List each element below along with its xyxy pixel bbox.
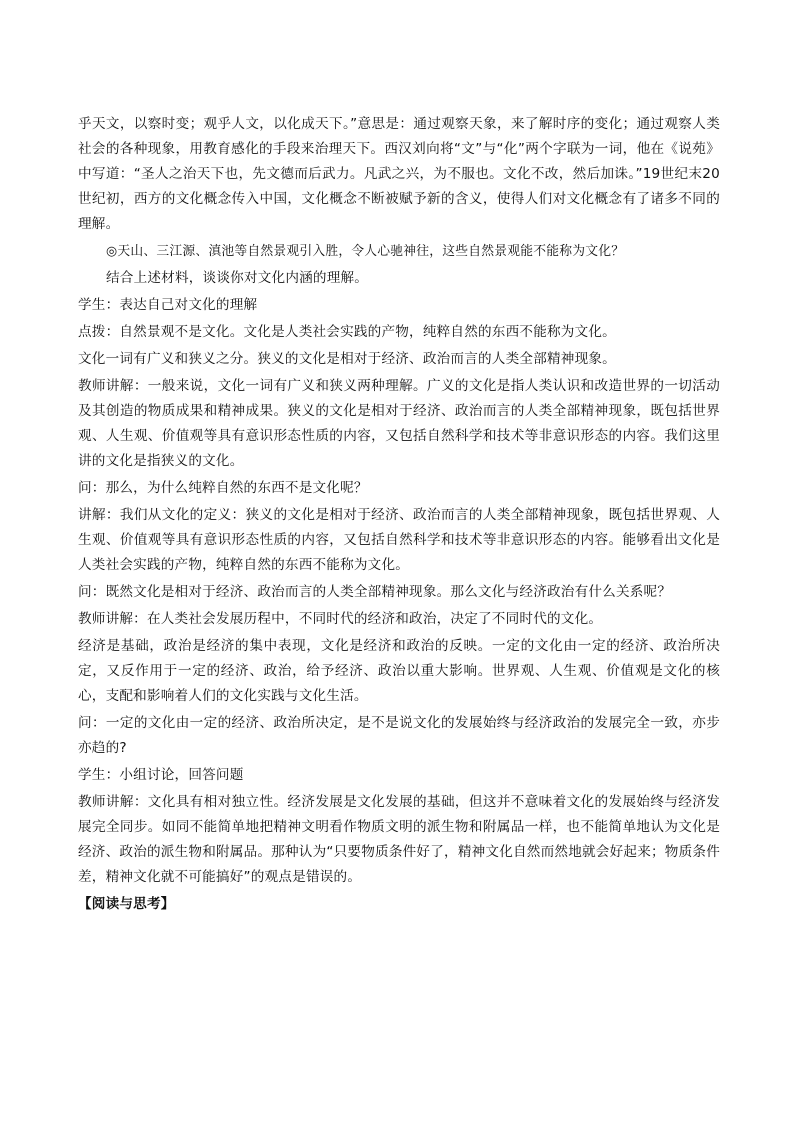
student-discussion: 学生：小组讨论，回答问题: [78, 767, 244, 783]
student-response: 学生：表达自己对文化的理解: [78, 297, 258, 313]
guidance-point: 点拨：自然景观不是文化。文化是人类社会实践的产物，纯粹自然的东西不能称为文化。: [78, 324, 616, 340]
question-1: 问：那么，为什么纯粹自然的东西不是文化呢？: [78, 480, 368, 496]
economy-politics-culture-paragraph: 经济是基础，政治是经济的集中表现，文化是经济和政治的反映。一定的文化由一定的经济、政治所决定，又反作用于一定的经济、政治，给予经济、政治以重大影响。世界观、人生观、价值观是文化的核心，支配和影响着人们的文化实践与文化生活。: [78, 638, 720, 704]
teacher-explanation-3: 教师讲解：文化具有相对独立性。经济发展是文化发展的基础，但这并不意味着文化的发展始终与经济发展完全同步。如同不能简单地把精神文明看作物质文明的派生物和附属品一样，也不能简单地认为文化是经济、政治的派生物和附属品。那种认为“只要物质条件好了，精神文化自然而然地就会好起来；物质条件差，精神文化就不可能搞好”的观点是错误的。: [78, 794, 720, 885]
paragraph-origin-of-culture: 乎天文，以察时变；观乎人文，以化成天下。”意思是：通过观察天象，来了解时序的变化；通过观察人类社会的各种现象，用教育感化的手段来治理天下。西汉刘向将“文”与“化”两个字联为一词，他在《说苑》中写道：“圣人之治天下也，先文德而后武力。凡武之兴，为不服也。文化不改，然后加诛。”19世纪末20世纪初，西方的文化概念传入中国，文化概念不断被赋予新的含义，使得人们对文化概念有了诸多不同的理解。: [78, 116, 720, 232]
question-2: 问：既然文化是相对于经济、政治而言的人类全部精神现象。那么文化与经济政治有什么关系呢？: [78, 584, 672, 600]
question-3: 问：一定的文化由一定的经济、政治所决定，是不是说文化的发展始终与经济政治的发展完全一致，亦步亦趋的?: [78, 715, 720, 756]
explanation-1: 讲解：我们从文化的定义：狭义的文化是相对于经济、政治而言的人类全部精神现象，既包括世界观、人生观、价值观等具有意识形态性质的内容，又包括自然科学和技术等非意识形态的内容。能够看出文化是人类社会实践的产物，纯粹自然的东西不能称为文化。: [78, 507, 720, 573]
definition-note: 文化一词有广义和狭义之分。狭义的文化是相对于经济、政治而言的人类全部精神现象。: [78, 351, 616, 367]
task-prompt: 结合上述材料，谈谈你对文化内涵的理解。: [106, 270, 369, 286]
teacher-explanation-2: 教师讲解：在人类社会发展历程中，不同时代的经济和政治，决定了不同时代的文化。: [78, 611, 603, 627]
document-body: [78, 112, 720, 919]
teacher-explanation-1: 教师讲解：一般来说，文化一词有广义和狭义两种理解。广义的文化是指人类认识和改造世界的一切活动及其创造的物质成果和精神成果。狭义的文化是相对于经济、政治而言的人类全部精神现象，既包括世界观、人生观、价值观等具有意识形态性质的内容，又包括自然科学和技术等非意识形态的内容。我们这里讲的文化是指狭义的文化。: [78, 378, 720, 469]
section-heading-reading-thinking: 【阅读与思考】: [78, 896, 175, 912]
question-natural-landscape: ◎天山、三江源、滇池等自然景观引入胜，令人心驰神往，这些自然景观能不能称为文化？: [106, 244, 625, 259]
